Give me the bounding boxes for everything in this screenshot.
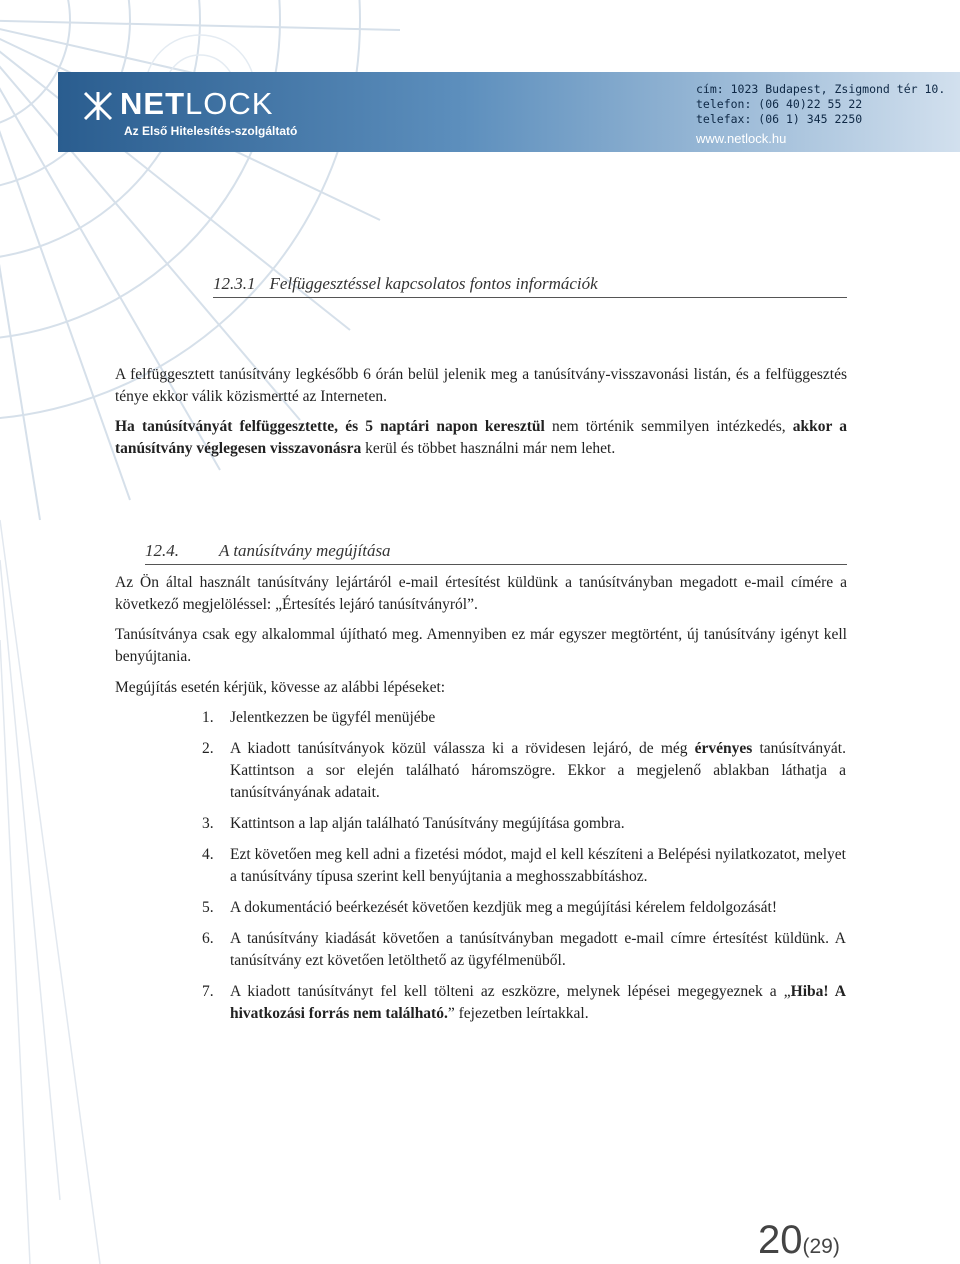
netlock-mark-icon: [82, 90, 114, 122]
list-item: 2. A kiadott tanúsítványok közül válassza ki a rövidesen lejáró, de még érvényes tanúsítványát. Kattintson a sor elején található háromszögre. Ekkor a megjelenő ablakban láthatja a tanúsítványának adatait.: [202, 740, 846, 801]
logo-wordmark: [120, 86, 273, 122]
paragraph-expiry-notice: Az Ön által használt tanúsítvány lejártáról e-mail értesítést küldünk a tanúsítványban megadott e-mail címére a következő megjelöléssel: „Értesítés lejáró tanúsítványról”.: [115, 574, 847, 613]
page-number: [758, 1218, 840, 1263]
list-item: 4. Ezt követően meg kell adni a fizetési módot, majd el kell készíteni a Belépési nyilatkozatot, melyet a tanúsítvány típusa szerint kell benyújtania a meghosszabbításhoz.: [202, 846, 846, 885]
list-item: 7. A kiadott tanúsítványt fel kell tölteni az eszközre, melynek lépései megegyeznek a „Hiba! A hivatkozási forrás nem található.” fejezetben leírtakkal.: [202, 983, 846, 1022]
list-item: 5. A dokumentáció beérkezését követően kezdjük meg a megújítási kérelem feldolgozását!: [202, 899, 778, 916]
paragraph-suspension-warning: Ha tanúsítványát felfüggesztette, és 5 naptári napon keresztül nem történik semmilyen intézkedés, akkor a tanúsítvány véglegesen visszavonásra kerül és többet használni már nem lehet.: [115, 418, 847, 457]
section-number: 12.3.1: [213, 274, 256, 293]
logo-strong: NET: [120, 86, 185, 121]
section-title: Felfüggesztéssel kapcsolatos fontos információk: [269, 274, 598, 293]
current-page: 20: [758, 1218, 803, 1262]
section-title: A tanúsítvány megújítása: [219, 541, 391, 560]
bold-phrase: Ha tanúsítványát felfüggesztette, és 5 naptári napon keresztül: [115, 418, 545, 435]
list-item: 6. A tanúsítvány kiadását követően a tanúsítványban megadott e-mail címre értesítést küldünk. A tanúsítvány ezt követően letölthető az ügyfélmenüből.: [202, 930, 846, 969]
list-item: 1. Jelentkezzen be ügyfél menüjébe: [202, 709, 436, 726]
paragraph-renewal-limit: Tanúsítványa csak egy alkalommal újítható meg. Amennyiben ez már egyszer megtörtént, új tanúsítvány igényt kell benyújtania.: [115, 626, 847, 665]
section-heading-12-3-1: [213, 274, 847, 298]
logo-light: LOCK: [185, 86, 274, 121]
section-number: 12.4.: [145, 541, 179, 560]
paragraph-steps-intro: Megújítás esetén kérjük, kövesse az alábbi lépéseket:: [115, 679, 446, 696]
section-heading-12-4: [145, 541, 847, 565]
website-link[interactable]: www.netlock.hu: [696, 131, 787, 146]
logo-tagline: Az Első Hitelesítés-szolgáltató: [124, 124, 298, 138]
paragraph-suspension-info: A felfüggesztett tanúsítvány legkésőbb 6 órán belül jelenik meg a tanúsítvány-visszavonási listán, és a felfüggesztés ténye ekkor válik közismertté az Interneten.: [115, 366, 847, 405]
bold-phrase: akkor a tanúsítvány véglegesen visszavonásra: [115, 418, 847, 457]
contact-phone: telefon: (06 40)22 55 22: [696, 97, 863, 111]
renewal-steps-list: [198, 707, 846, 1034]
list-item: 3. Kattintson a lap alján található Tanúsítvány megújítása gombra.: [202, 815, 625, 832]
contact-fax: telefax: (06 1) 345 2250: [696, 112, 863, 126]
contact-block: [696, 82, 945, 146]
total-pages: (29): [802, 1235, 840, 1258]
contact-address: cím: 1023 Budapest, Zsigmond tér 10.: [696, 82, 946, 96]
